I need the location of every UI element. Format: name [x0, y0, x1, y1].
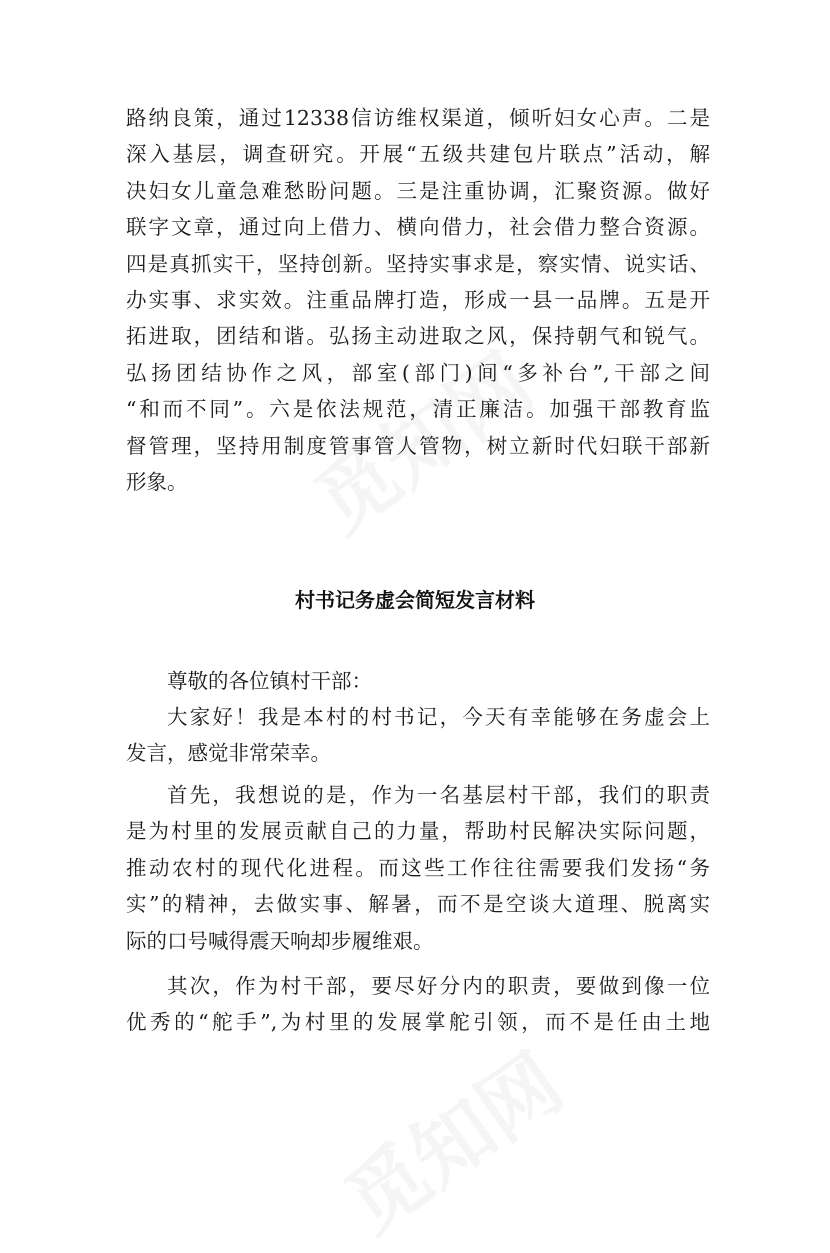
- text-line: 四是真抓实干，坚持创新。坚持实事求是，察实情、说实话、: [126, 251, 710, 276]
- text-line: 推动农村的现代化进程。而这些工作往往需要我们发扬“务: [126, 855, 710, 880]
- text-line: 发言，感觉非常荣幸。: [126, 741, 331, 766]
- text-line: 际的口号喊得震天响却步履维艰。: [126, 928, 434, 953]
- text-line: 弘扬团结协作之风，部室(部门)间“多补台”,干部之间: [126, 360, 710, 385]
- text-line: 深入基层，调查研究。开展“五级共建包片联点”活动，解: [126, 142, 710, 167]
- text-line: 大家好！我是本村的村书记，今天有幸能够在务虚会上: [167, 705, 710, 729]
- text-line: 督管理，坚持用制度管事管人管物，树立新时代妇联干部新: [126, 433, 710, 458]
- salutation: 尊敬的各位镇村干部：: [167, 669, 372, 693]
- watermark: [319, 1022, 582, 1253]
- text-line: 办实事、求实效。注重品牌打造，形成一县一品牌。五是开: [126, 287, 710, 312]
- text-line: 联字文章，通过向上借力、横向借力，社会借力整合资源。: [126, 215, 710, 240]
- salutation-paragraph: [126, 663, 710, 699]
- text-line: 决妇女儿童急难愁盼问题。三是注重协调，汇聚资源。做好: [126, 178, 710, 203]
- paragraph-second: [126, 968, 710, 1041]
- text-line: 实”的精神，去做实事、解暑，而不是空谈大道理、脱离实: [126, 892, 710, 917]
- text-line: 其次，作为村干部，要尽好分内的职责，要做到像一位: [167, 974, 710, 998]
- text-line: 拓进取，团结和谐。弘扬主动进取之风，保持朝气和锐气。: [126, 324, 710, 349]
- document-title: 村书记务虚会简短发言材料: [295, 588, 535, 612]
- text-line: 优秀的“舵手”,为村里的发展掌舵引领，而不是任由土地: [126, 1010, 710, 1035]
- paragraph-first: [126, 777, 710, 959]
- text-line: 路纳良策，通过12338信访维权渠道，倾听妇女心声。二是: [126, 106, 710, 130]
- text-line: 首先，我想说的是，作为一名基层村干部，我们的职责: [167, 783, 710, 807]
- text-line: “和而不同”。六是依法规范，清正廉洁。加强干部教育监: [126, 397, 710, 422]
- text-line: 形象。: [126, 469, 188, 494]
- continued-paragraph: [126, 100, 710, 500]
- text-line: 是为村里的发展贡献自己的力量，帮助村民解决实际问题，: [126, 819, 710, 844]
- paragraph-greeting: [126, 699, 710, 772]
